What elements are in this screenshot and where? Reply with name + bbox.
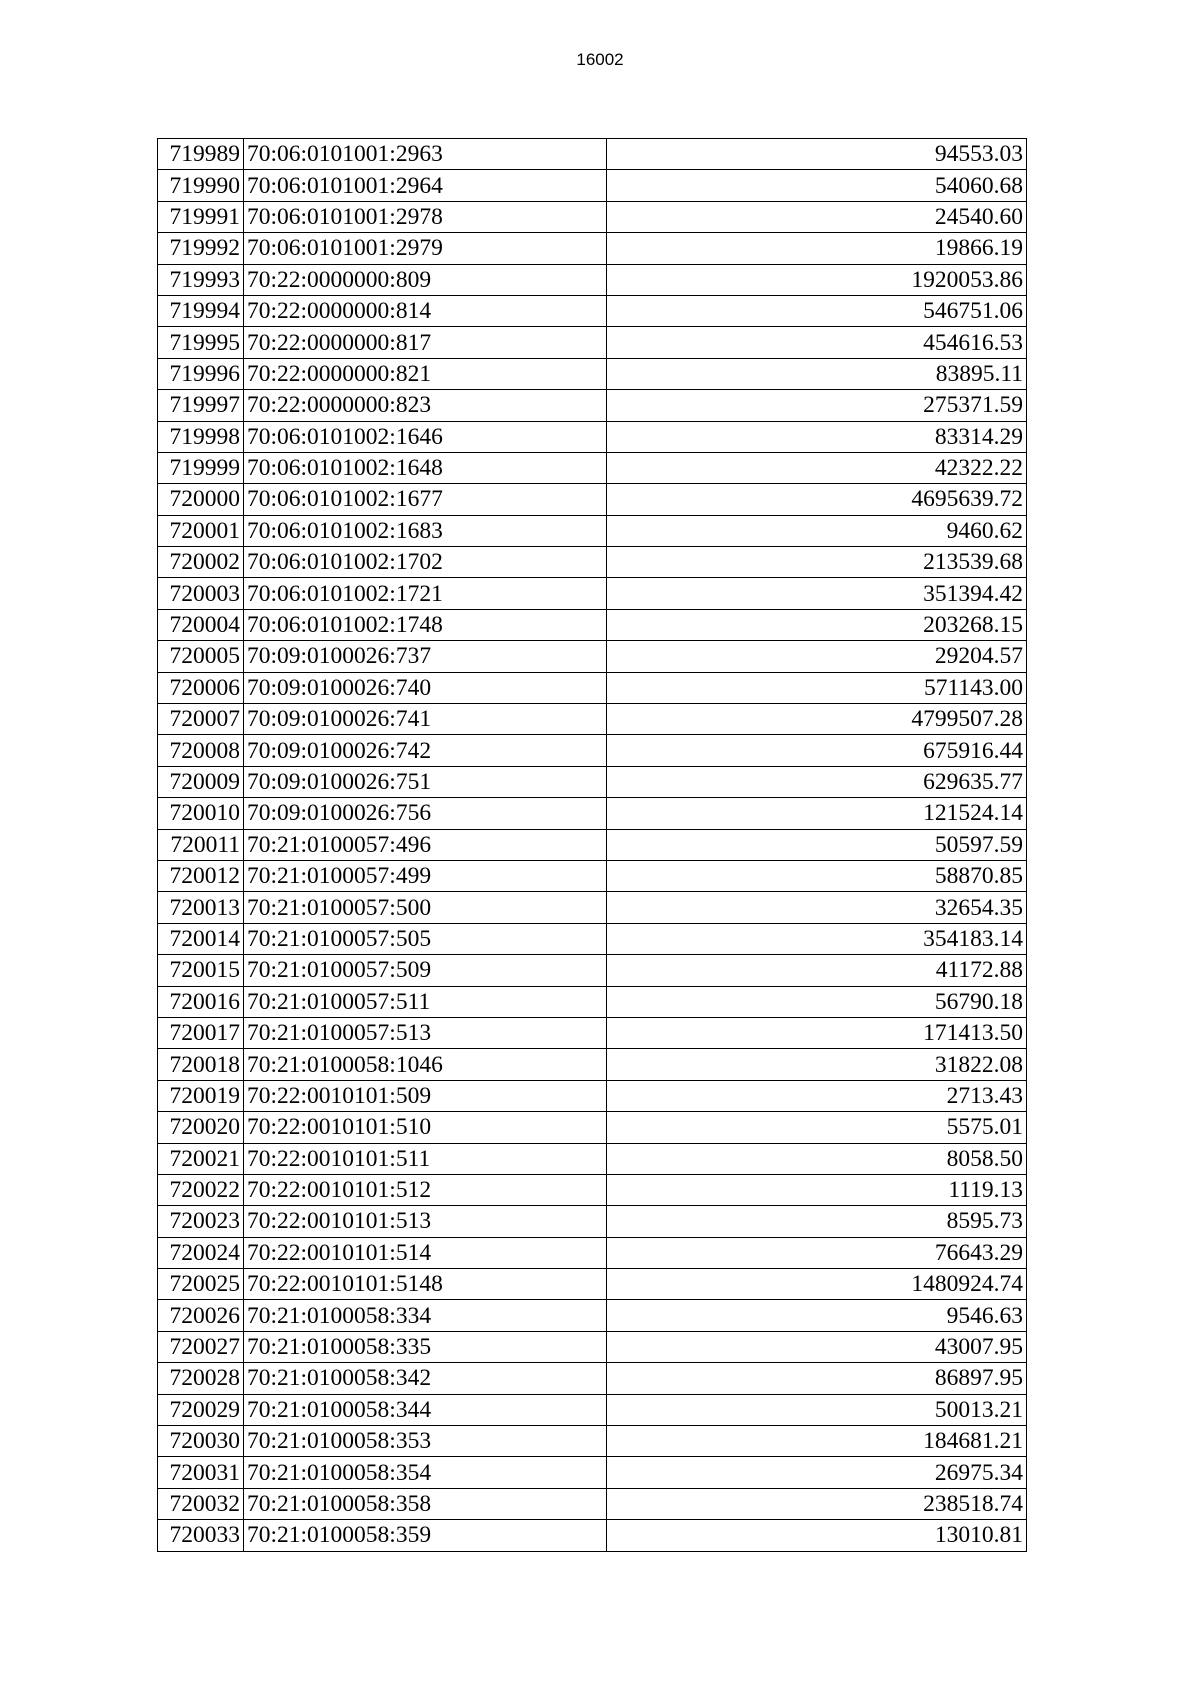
table-row: [158, 860, 1027, 891]
row-number-cell: 720022: [158, 1174, 244, 1205]
table-row: [158, 390, 1027, 421]
row-number-cell: 719999: [158, 452, 244, 483]
value-cell: 2713.43: [607, 1080, 1027, 1111]
row-number-cell: 720024: [158, 1237, 244, 1268]
table-row: [158, 1394, 1027, 1425]
value-cell: 8058.50: [607, 1143, 1027, 1174]
value-cell: 184681.21: [607, 1426, 1027, 1457]
row-number-cell: 720015: [158, 955, 244, 986]
table-row: [158, 264, 1027, 295]
row-number-cell: 719998: [158, 421, 244, 452]
value-cell: 86897.95: [607, 1363, 1027, 1394]
value-cell: 203268.15: [607, 609, 1027, 640]
value-cell: 41172.88: [607, 955, 1027, 986]
value-cell: 29204.57: [607, 641, 1027, 672]
table-row: [158, 798, 1027, 829]
value-cell: 4695639.72: [607, 484, 1027, 515]
value-cell: 4799507.28: [607, 704, 1027, 735]
table-row: [158, 609, 1027, 640]
table-row: [158, 1112, 1027, 1143]
row-number-cell: 719996: [158, 358, 244, 389]
table-row: [158, 452, 1027, 483]
table-row: [158, 1080, 1027, 1111]
value-cell: 19866.19: [607, 233, 1027, 264]
value-cell: 9546.63: [607, 1300, 1027, 1331]
cadastral-number-cell: 70:06:0101001:2963: [244, 139, 607, 170]
cadastral-number-cell: 70:21:0100058:353: [244, 1426, 607, 1457]
table-row: [158, 547, 1027, 578]
row-number-cell: 720007: [158, 704, 244, 735]
value-cell: 351394.42: [607, 578, 1027, 609]
cadastral-number-cell: 70:06:0101001:2979: [244, 233, 607, 264]
value-cell: 54060.68: [607, 170, 1027, 201]
row-number-cell: 720000: [158, 484, 244, 515]
value-cell: 76643.29: [607, 1237, 1027, 1268]
cadastral-number-cell: 70:06:0101002:1677: [244, 484, 607, 515]
cadastral-number-cell: 70:22:0010101:509: [244, 1080, 607, 1111]
cadastral-number-cell: 70:21:0100057:505: [244, 923, 607, 954]
table-row: [158, 1363, 1027, 1394]
table-row: [158, 1049, 1027, 1080]
cadastral-number-cell: 70:06:0101002:1748: [244, 609, 607, 640]
table-row: [158, 170, 1027, 201]
cadastral-number-cell: 70:06:0101002:1702: [244, 547, 607, 578]
table-row: [158, 1174, 1027, 1205]
value-cell: 24540.60: [607, 201, 1027, 232]
cadastral-number-cell: 70:22:0010101:514: [244, 1237, 607, 1268]
value-cell: 5575.01: [607, 1112, 1027, 1143]
cadastral-number-cell: 70:22:0000000:823: [244, 390, 607, 421]
value-cell: 1119.13: [607, 1174, 1027, 1205]
table-row: [158, 1269, 1027, 1300]
cadastral-number-cell: 70:21:0100057:513: [244, 1017, 607, 1048]
value-cell: 43007.95: [607, 1331, 1027, 1362]
row-number-cell: 720019: [158, 1080, 244, 1111]
value-cell: 31822.08: [607, 1049, 1027, 1080]
cadastral-number-cell: 70:09:0100026:737: [244, 641, 607, 672]
table-row: [158, 139, 1027, 170]
row-number-cell: 720017: [158, 1017, 244, 1048]
table-row: [158, 735, 1027, 766]
row-number-cell: 720003: [158, 578, 244, 609]
cadastral-number-cell: 70:21:0100057:509: [244, 955, 607, 986]
table-row: [158, 578, 1027, 609]
cadastral-number-cell: 70:21:0100057:500: [244, 892, 607, 923]
value-cell: 13010.81: [607, 1520, 1027, 1551]
cadastral-number-cell: 70:22:0010101:510: [244, 1112, 607, 1143]
value-cell: 83895.11: [607, 358, 1027, 389]
table-row: [158, 1331, 1027, 1362]
cadastral-number-cell: 70:21:0100058:358: [244, 1488, 607, 1519]
cadastral-number-cell: 70:21:0100058:335: [244, 1331, 607, 1362]
table-row: [158, 766, 1027, 797]
value-cell: 1920053.86: [607, 264, 1027, 295]
cadastral-number-cell: 70:21:0100058:354: [244, 1457, 607, 1488]
value-cell: 8595.73: [607, 1206, 1027, 1237]
table-row: [158, 327, 1027, 358]
cadastral-number-cell: 70:21:0100057:511: [244, 986, 607, 1017]
value-cell: 121524.14: [607, 798, 1027, 829]
row-number-cell: 720033: [158, 1520, 244, 1551]
table-row: [158, 1520, 1027, 1551]
table-row: [158, 1457, 1027, 1488]
row-number-cell: 720025: [158, 1269, 244, 1300]
table-row: [158, 358, 1027, 389]
row-number-cell: 720018: [158, 1049, 244, 1080]
table-row: [158, 201, 1027, 232]
cadastral-value-table: [157, 138, 1027, 1552]
cadastral-number-cell: 70:21:0100057:496: [244, 829, 607, 860]
row-number-cell: 719997: [158, 390, 244, 421]
table-row: [158, 672, 1027, 703]
value-cell: 42322.22: [607, 452, 1027, 483]
table-row: [158, 1017, 1027, 1048]
row-number-cell: 720005: [158, 641, 244, 672]
row-number-cell: 720013: [158, 892, 244, 923]
table-row: [158, 892, 1027, 923]
cadastral-number-cell: 70:09:0100026:751: [244, 766, 607, 797]
row-number-cell: 719993: [158, 264, 244, 295]
row-number-cell: 720016: [158, 986, 244, 1017]
value-cell: 50013.21: [607, 1394, 1027, 1425]
cadastral-number-cell: 70:22:0000000:821: [244, 358, 607, 389]
cadastral-number-cell: 70:21:0100057:499: [244, 860, 607, 891]
table-row: [158, 1488, 1027, 1519]
cadastral-number-cell: 70:22:0010101:512: [244, 1174, 607, 1205]
cadastral-number-cell: 70:22:0000000:814: [244, 295, 607, 326]
cadastral-number-cell: 70:06:0101001:2978: [244, 201, 607, 232]
table-row: [158, 1206, 1027, 1237]
row-number-cell: 720028: [158, 1363, 244, 1394]
value-cell: 50597.59: [607, 829, 1027, 860]
row-number-cell: 720012: [158, 860, 244, 891]
row-number-cell: 720029: [158, 1394, 244, 1425]
table-row: [158, 1426, 1027, 1457]
table-row: [158, 829, 1027, 860]
value-cell: 354183.14: [607, 923, 1027, 954]
value-cell: 238518.74: [607, 1488, 1027, 1519]
row-number-cell: 720002: [158, 547, 244, 578]
value-cell: 571143.00: [607, 672, 1027, 703]
cadastral-number-cell: 70:21:0100058:342: [244, 1363, 607, 1394]
table-body: [158, 139, 1027, 1552]
cadastral-number-cell: 70:21:0100058:1046: [244, 1049, 607, 1080]
cadastral-number-cell: 70:22:0000000:809: [244, 264, 607, 295]
cadastral-number-cell: 70:06:0101001:2964: [244, 170, 607, 201]
value-cell: 58870.85: [607, 860, 1027, 891]
table-row: [158, 484, 1027, 515]
row-number-cell: 720032: [158, 1488, 244, 1519]
value-cell: 26975.34: [607, 1457, 1027, 1488]
table-row: [158, 986, 1027, 1017]
cadastral-number-cell: 70:06:0101002:1721: [244, 578, 607, 609]
cadastral-number-cell: 70:21:0100058:359: [244, 1520, 607, 1551]
cadastral-number-cell: 70:06:0101002:1683: [244, 515, 607, 546]
value-cell: 275371.59: [607, 390, 1027, 421]
row-number-cell: 719994: [158, 295, 244, 326]
value-cell: 56790.18: [607, 986, 1027, 1017]
row-number-cell: 719990: [158, 170, 244, 201]
table-row: [158, 1237, 1027, 1268]
table-row: [158, 955, 1027, 986]
row-number-cell: 720023: [158, 1206, 244, 1237]
row-number-cell: 720009: [158, 766, 244, 797]
table-row: [158, 923, 1027, 954]
row-number-cell: 720014: [158, 923, 244, 954]
row-number-cell: 720008: [158, 735, 244, 766]
row-number-cell: 720030: [158, 1426, 244, 1457]
table-row: [158, 421, 1027, 452]
row-number-cell: 720021: [158, 1143, 244, 1174]
row-number-cell: 719995: [158, 327, 244, 358]
value-cell: 32654.35: [607, 892, 1027, 923]
value-cell: 629635.77: [607, 766, 1027, 797]
row-number-cell: 719989: [158, 139, 244, 170]
table-row: [158, 1143, 1027, 1174]
value-cell: 213539.68: [607, 547, 1027, 578]
cadastral-number-cell: 70:09:0100026:741: [244, 704, 607, 735]
row-number-cell: 720001: [158, 515, 244, 546]
cadastral-number-cell: 70:22:0010101:5148: [244, 1269, 607, 1300]
row-number-cell: 720011: [158, 829, 244, 860]
row-number-cell: 719992: [158, 233, 244, 264]
table-row: [158, 704, 1027, 735]
cadastral-number-cell: 70:21:0100058:344: [244, 1394, 607, 1425]
value-cell: 675916.44: [607, 735, 1027, 766]
cadastral-number-cell: 70:22:0010101:513: [244, 1206, 607, 1237]
table-row: [158, 295, 1027, 326]
table-row: [158, 233, 1027, 264]
table-row: [158, 1300, 1027, 1331]
cadastral-number-cell: 70:06:0101002:1648: [244, 452, 607, 483]
value-cell: 9460.62: [607, 515, 1027, 546]
cadastral-number-cell: 70:22:0000000:817: [244, 327, 607, 358]
row-number-cell: 720020: [158, 1112, 244, 1143]
table-row: [158, 641, 1027, 672]
value-cell: 83314.29: [607, 421, 1027, 452]
cadastral-number-cell: 70:06:0101002:1646: [244, 421, 607, 452]
value-cell: 546751.06: [607, 295, 1027, 326]
row-number-cell: 720027: [158, 1331, 244, 1362]
cadastral-number-cell: 70:09:0100026:742: [244, 735, 607, 766]
cadastral-number-cell: 70:21:0100058:334: [244, 1300, 607, 1331]
row-number-cell: 719991: [158, 201, 244, 232]
row-number-cell: 720010: [158, 798, 244, 829]
row-number-cell: 720031: [158, 1457, 244, 1488]
cadastral-number-cell: 70:22:0010101:511: [244, 1143, 607, 1174]
value-cell: 454616.53: [607, 327, 1027, 358]
cadastral-number-cell: 70:09:0100026:740: [244, 672, 607, 703]
page-number: 16002: [576, 50, 624, 69]
row-number-cell: 720004: [158, 609, 244, 640]
row-number-cell: 720026: [158, 1300, 244, 1331]
value-cell: 94553.03: [607, 139, 1027, 170]
row-number-cell: 720006: [158, 672, 244, 703]
table-row: [158, 515, 1027, 546]
value-cell: 171413.50: [607, 1017, 1027, 1048]
value-cell: 1480924.74: [607, 1269, 1027, 1300]
cadastral-number-cell: 70:09:0100026:756: [244, 798, 607, 829]
